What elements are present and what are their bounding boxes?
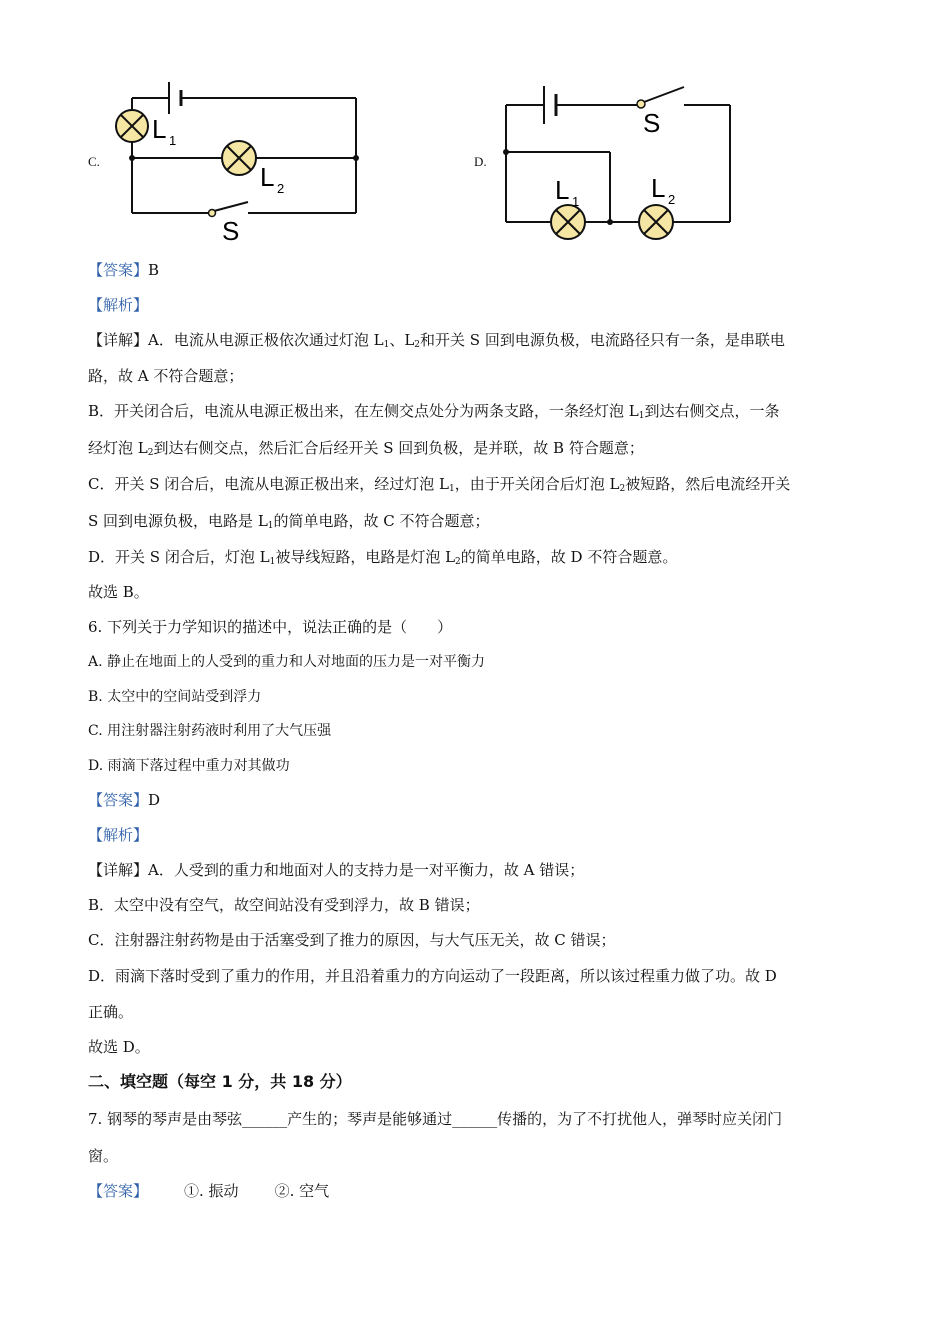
q5-choose: 故选 B。: [88, 583, 149, 601]
q5-detail-b1: [88, 400, 780, 427]
label-l2: L: [651, 173, 666, 203]
label-l1-sub: 1: [169, 133, 177, 148]
text: 的简单电路，故 D 不符合题意。: [460, 548, 678, 566]
label-l1-sub: 1: [572, 194, 580, 209]
text: 和开关 S 回到电源负极，电流路径只有一条，是串联电: [420, 331, 785, 349]
text: 到达右侧交点，然后汇合后经开关 S 回到负极，是并联，故 B 符合题意；: [153, 439, 644, 457]
text: D．开关 S 闭合后，灯泡 L: [88, 548, 270, 566]
q6-detail-c: C．注射器注射药物是由于活塞受到了推力的原因，与大气压无关，故 C 错误；: [88, 931, 616, 949]
sub: 1: [267, 521, 274, 531]
label-l2-sub: 2: [277, 181, 285, 196]
answer-label: 【答案】: [88, 791, 149, 809]
q5-detail-a2: 路，故 A 不符合题意；: [88, 367, 244, 385]
q6-detail-a: [88, 859, 584, 881]
q6-option-c: C. 用注射器注射药液时利用了大气压强: [88, 723, 332, 739]
text: ，由于开关闭合后灯泡 L: [454, 475, 620, 493]
text: C．开关 S 闭合后，电流从电源正极出来，经过灯泡 L: [88, 475, 450, 493]
answer-label: 【答案】: [88, 1182, 149, 1200]
detail-label: 【详解】: [88, 331, 149, 349]
lamp-l1-icon: [551, 205, 585, 239]
analysis-label: 【解析】: [88, 826, 149, 844]
text: A．电流从电源正极依次通过灯泡 L: [148, 331, 384, 349]
label-s: S: [222, 216, 240, 242]
text: 的简单电路，故 C 不符合题意；: [273, 512, 490, 530]
q5-detail-b2: [88, 437, 644, 464]
q6-stem: 6. 下列关于力学知识的描述中，说法正确的是（ ）: [88, 618, 453, 636]
q6-option-d: D. 雨滴下落过程中重力对其做功: [88, 758, 290, 774]
q6-answer: D: [148, 791, 161, 809]
label-l2-sub: 2: [668, 192, 676, 207]
section-heading: 二、填空题（每空 1 分，共 18 分）: [88, 1072, 352, 1091]
label-l2: L: [260, 162, 275, 192]
sub: 1: [269, 557, 276, 567]
option-d-label: D.: [474, 154, 487, 169]
text: 被短路，然后电流经开关: [625, 475, 791, 493]
text: 、L: [389, 331, 415, 349]
sub: 1: [449, 484, 455, 494]
text: S 回到电源负极，电路是 L: [88, 512, 268, 530]
lamp-l2-icon: [222, 141, 256, 175]
sub: 2: [619, 484, 626, 494]
q7-answer-2: ②. 空气: [274, 1182, 330, 1200]
q5-detail-d1: [88, 546, 677, 573]
sub: 1: [383, 340, 390, 350]
q5-detail-a1: [88, 329, 785, 356]
sub: 2: [455, 557, 461, 567]
text: A．人受到的重力和地面对人的支持力是一对平衡力，故 A 错误；: [148, 861, 585, 879]
q7-answer-row: [88, 1180, 329, 1202]
q5-answer-row: [88, 259, 159, 281]
q6-detail-d2: 正确。: [88, 1003, 134, 1021]
sub: 2: [147, 448, 154, 458]
lamp-l2-icon: [639, 205, 673, 239]
label-l1: L: [152, 114, 167, 144]
q6-detail-d1: D．雨滴下落时受到了重力的作用，并且沿着重力的方向运动了一段距离，所以该过程重力做了功。故 D: [88, 967, 777, 985]
q5-detail-c1: [88, 473, 790, 500]
sub: 2: [414, 340, 421, 350]
text: 到达右侧交点，一条: [644, 402, 780, 420]
q6-option-a: A. 静止在地面上的人受到的重力和人对地面的压力是一对平衡力: [88, 654, 486, 670]
q5-answer: B: [148, 261, 160, 279]
lamp-l1-icon: [116, 110, 148, 142]
q6-option-b: B. 太空中的空间站受到浮力: [88, 689, 262, 705]
circuit-diagram-d: [496, 78, 756, 248]
answer-label: 【答案】: [88, 261, 149, 279]
q6-detail-b: B．太空中没有空气，故空间站没有受到浮力，故 B 错误；: [88, 896, 480, 914]
circuit-diagram-c: [110, 72, 370, 242]
sub: 1: [638, 411, 645, 421]
analysis-label: 【解析】: [88, 296, 149, 314]
label-s: S: [643, 108, 661, 138]
q6-choose: 故选 D。: [88, 1038, 150, 1056]
q7-answer-1: ①. 振动: [184, 1182, 239, 1200]
text: 经灯泡 L: [88, 439, 148, 457]
option-c-label: C.: [88, 154, 100, 169]
text: B．开关闭合后，电流从电源正极出来，在左侧交点处分为两条支路，一条经灯泡 L: [88, 402, 639, 420]
detail-label: 【详解】: [88, 861, 149, 879]
q7-line1: 7. 钢琴的琴声是由琴弦______产生的；琴声是能够通过______传播的，为了不打扰他人，弹琴时应关闭门: [88, 1110, 783, 1128]
q6-answer-row: [88, 789, 160, 811]
label-l1: L: [555, 175, 570, 205]
text: 被导线短路，电路是灯泡 L: [275, 548, 456, 566]
q7-line2: 窗。: [88, 1147, 119, 1165]
q5-detail-c2: [88, 510, 490, 537]
